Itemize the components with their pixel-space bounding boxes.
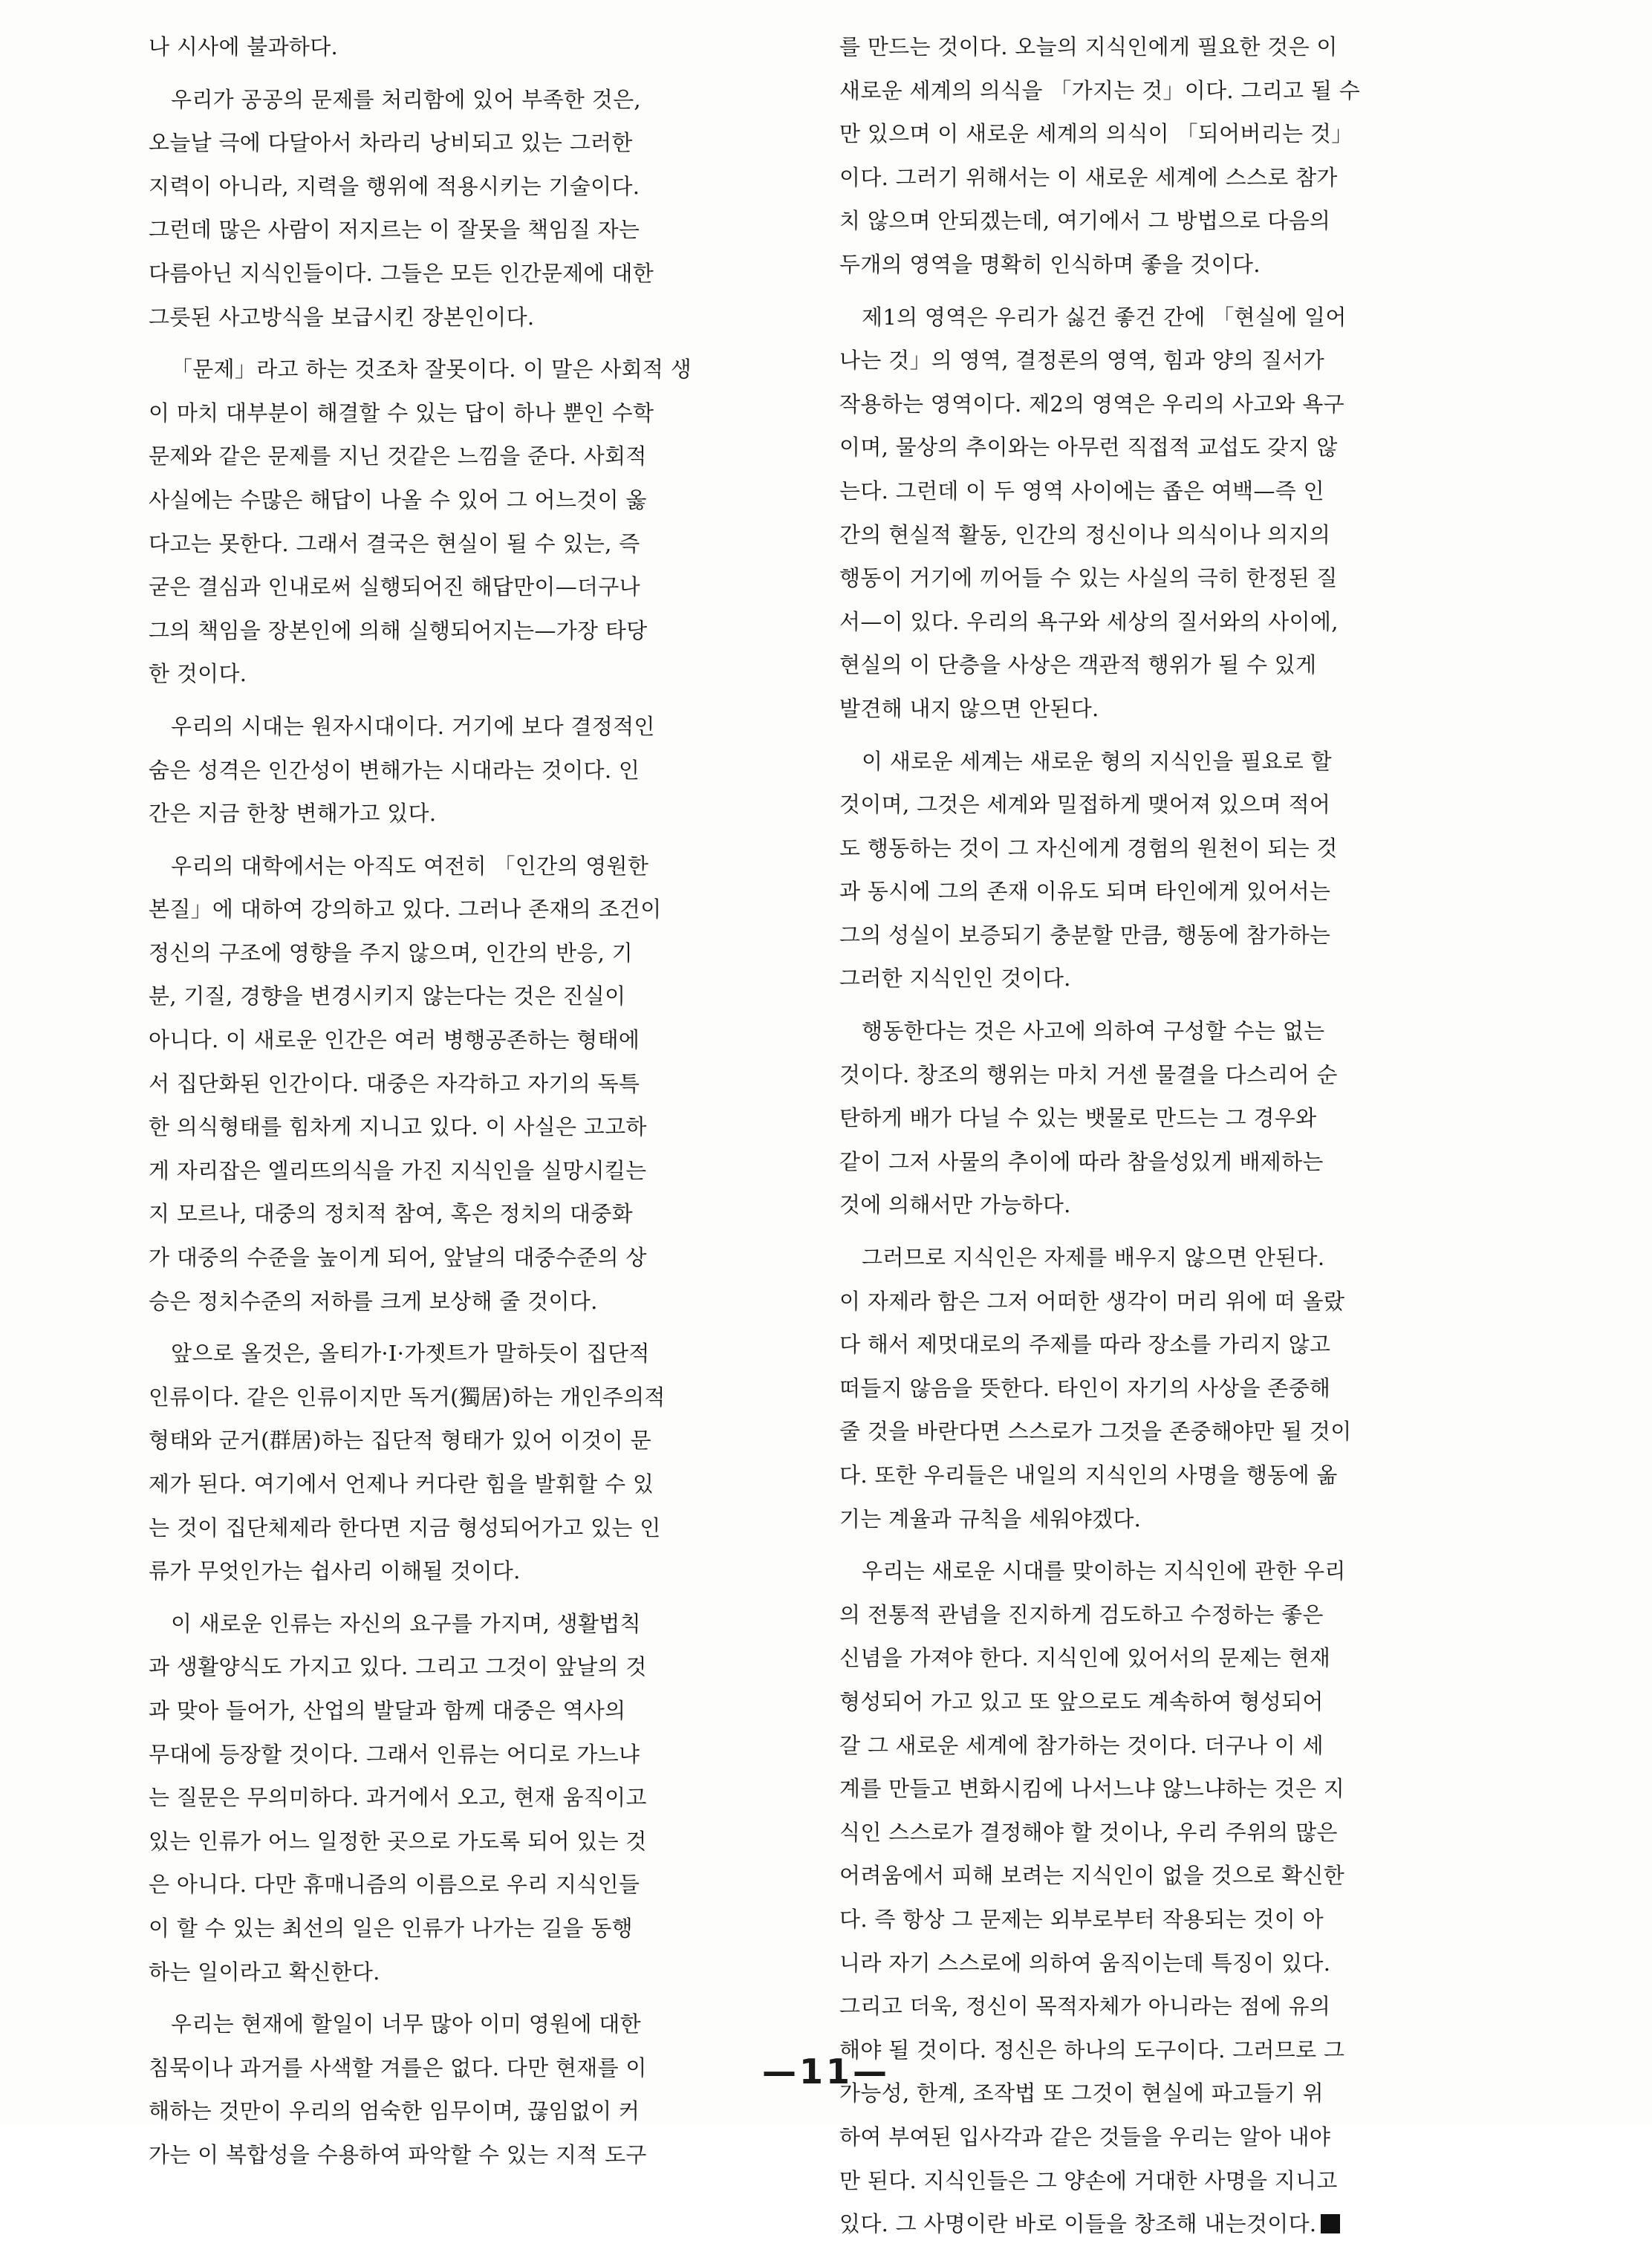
text-line: 것이다. 창조의 행위는 마치 거센 물결을 다스리어 순 <box>839 1061 1338 1087</box>
text-line: 한 것이다. <box>149 661 247 687</box>
text-line: 승은 정치수준의 저하를 크게 보상해 줄 것이다. <box>149 1288 598 1314</box>
text-line: 탄하게 배가 다닐 수 있는 뱃물로 만드는 그 경우와 <box>839 1105 1317 1131</box>
paragraph <box>839 296 1471 731</box>
paragraph <box>149 78 802 339</box>
text-line: 같이 그저 사물의 추이에 따라 참을성있게 배제하는 <box>839 1148 1324 1174</box>
text-line: 우리는 현재에 할일이 너무 많아 이미 영원에 대한 <box>171 2011 641 2037</box>
text-line: 현실의 이 단층을 사상은 객관적 행위가 될 수 있게 <box>839 652 1317 678</box>
text-line: 를 만드는 것이다. 오늘의 지식인에게 필요한 것은 이 <box>839 34 1338 59</box>
paragraph <box>149 25 802 69</box>
text-line: 문제와 같은 문제를 지닌 것같은 느낌을 준다. 사회적 <box>149 443 647 469</box>
text-line: 형태와 군거(群居)하는 집단적 형태가 있어 이것이 문 <box>149 1428 651 1454</box>
text-line: 이 자제라 함은 그저 어떠한 생각이 머리 위에 떠 올랐 <box>839 1288 1345 1314</box>
text-line: 다름아닌 지식인들이다. 그들은 모든 인간문제에 대한 <box>149 260 654 286</box>
text-line: 다. 또한 우리들은 내일의 지식인의 사명을 행동에 옮 <box>839 1462 1338 1488</box>
text-line: 나 시사에 불과하다. <box>149 34 339 59</box>
text-line: 가능성, 한계, 조작법 또 그것이 현실에 파고들기 위 <box>839 2080 1324 2106</box>
text-line: 있는 인류가 어느 일정한 곳으로 가도록 되어 있는 것 <box>149 1828 647 1854</box>
text-line: 해하는 것만이 우리의 엄숙한 임무이며, 끊임없이 커 <box>149 2098 640 2124</box>
text-line: 계를 만들고 변화시킴에 나서느냐 않느냐하는 것은 지 <box>839 1776 1345 1802</box>
text-line: 갈 그 새로운 세계에 참가하는 것이다. 더구나 이 세 <box>839 1732 1324 1758</box>
text-line: 사실에는 수많은 해답이 나올 수 있어 그 어느것이 옳 <box>149 487 647 512</box>
page-number: —11— <box>761 2051 890 2092</box>
text-line: 앞으로 올것은, 올티가·I·가젯트가 말하듯이 집단적 <box>171 1341 650 1367</box>
text-line: 새로운 세계의 의식을 「가지는 것」이다. 그리고 될 수 <box>839 77 1361 103</box>
text-line: 침묵이나 과거를 사색할 겨를은 없다. 다만 현재를 이 <box>149 2054 647 2080</box>
text-line: 줄 것을 바란다면 스스로가 그것을 존중해야만 될 것이 <box>839 1419 1352 1445</box>
text-line: 우리는 새로운 시대를 맞이하는 지식인에 관한 우리 <box>862 1558 1346 1584</box>
text-line: 오늘날 극에 다달아서 차라리 낭비되고 있는 그러한 <box>149 130 633 156</box>
text-line: 굳은 결심과 인내로써 실행되어진 해답만이—더구나 <box>149 574 640 600</box>
text-line: 우리가 공공의 문제를 처리함에 있어 부족한 것은, <box>171 86 641 112</box>
paragraph <box>839 1009 1471 1227</box>
text-line: 「문제」라고 하는 것조차 잘못이다. 이 말은 사회적 생 <box>171 357 692 383</box>
text-line: 행동한다는 것은 사고에 의하여 구성할 수는 없는 <box>862 1018 1325 1044</box>
text-line: 작용하는 영역이다. 제2의 영역은 우리의 사고와 욕구 <box>839 391 1344 417</box>
text-line: 류가 무엇인가는 쉽사리 이해될 것이다. <box>149 1558 521 1584</box>
end-mark-icon <box>1321 2214 1340 2233</box>
text-line: 다고는 못한다. 그래서 결국은 현실이 될 수 있는, 즉 <box>149 530 640 556</box>
paragraph <box>839 740 1471 1001</box>
text-line: 그런데 많은 사람이 저지르는 이 잘못을 책임질 자는 <box>149 217 640 243</box>
text-line: 서 집단화된 인간이다. 대중은 자각하고 자기의 독특 <box>149 1070 640 1096</box>
text-line: 그의 책임을 장본인에 의해 실행되어지는—가장 타당 <box>149 617 648 643</box>
text-line: 제1의 영역은 우리가 싫건 좋건 간에 「현실에 일어 <box>862 304 1347 330</box>
text-line: 하는 일이라고 확신한다. <box>149 1959 380 1985</box>
text-line: 는 것이 집단체제라 한다면 지금 형성되어가고 있는 인 <box>149 1514 661 1540</box>
text-line: 우리의 대학에서는 아직도 여전히 「인간의 영원한 <box>171 853 649 879</box>
text-line: 만 된다. 지식인들은 그 양손에 거대한 사명을 지니고 <box>839 2167 1338 2193</box>
text-line: 어려움에서 피해 보려는 지식인이 없을 것으로 확신한 <box>839 1863 1345 1889</box>
text-line: 인류이다. 같은 인류이지만 독거(獨居)하는 개인주의적 <box>149 1384 666 1410</box>
text-line: 치 않으며 안되겠는데, 여기에서 그 방법으로 다음의 <box>839 208 1331 234</box>
text-line: 의 전통적 관념을 진지하게 검도하고 수정하는 좋은 <box>839 1601 1324 1627</box>
text-line: 정신의 구조에 영향을 주지 않으며, 인간의 반응, 기 <box>149 940 633 966</box>
text-line: 식인 스스로가 결정해야 할 것이나, 우리 주위의 많은 <box>839 1819 1338 1845</box>
text-line: 는다. 그런데 이 두 영역 사이에는 좁은 여백—즉 인 <box>839 478 1324 504</box>
text-line: 두개의 영역을 명확히 인식하며 좋을 것이다. <box>839 251 1261 277</box>
text-line: 과 생활양식도 가지고 있다. 그리고 그것이 앞날의 것 <box>149 1654 647 1680</box>
text-line: 다. 즉 항상 그 문제는 외부로부터 작용되는 것이 아 <box>839 1906 1324 1932</box>
text-line: 지 모르나, 대중의 정치적 참여, 혹은 정치의 대중화 <box>149 1201 633 1227</box>
text-line: 제가 된다. 여기에서 언제나 커다란 힘을 발휘할 수 있 <box>149 1471 654 1497</box>
text-line: 발견해 내지 않으면 안된다. <box>839 695 1099 721</box>
text-line: 게 자리잡은 엘리뜨의식을 가진 지식인을 실망시킬는 <box>149 1157 647 1183</box>
text-line: 이 새로운 세계는 새로운 형의 지식인을 필요로 할 <box>862 748 1332 774</box>
text-line: 형성되어 가고 있고 또 앞으로도 계속하여 형성되어 <box>839 1688 1324 1714</box>
text-line: 하여 부여된 입사각과 같은 것들을 우리는 알아 내야 <box>839 2124 1331 2150</box>
text-line: 과 동시에 그의 존재 이유도 되며 타인에게 있어서는 <box>839 879 1331 905</box>
text-line: 만 있으며 이 새로운 세계의 의식이 「되어버리는 것」 <box>839 121 1353 147</box>
paragraph <box>839 1549 1471 2246</box>
text-line: 것이며, 그것은 세계와 밀접하게 맺어져 있으며 적어 <box>839 792 1331 818</box>
text-line: 가는 이 복합성을 수용하여 파악할 수 있는 지적 도구 <box>149 2141 647 2167</box>
text-line: 기는 계율과 규칙을 세워야겠다. <box>839 1506 1142 1532</box>
text-line: 그의 성실이 보증되기 충분할 만큼, 행동에 참가하는 <box>839 922 1331 948</box>
text-line: 본질」에 대하여 강의하고 있다. 그러나 존재의 조건이 <box>149 897 662 922</box>
paragraph <box>839 1236 1471 1540</box>
text-line: 지력이 아니라, 지력을 행위에 적용시키는 기술이다. <box>149 173 640 199</box>
text-line: 신념을 가져야 한다. 지식인에 있어서의 문제는 현재 <box>839 1645 1331 1671</box>
text-line: 그릇된 사고방식을 보급시킨 장본인이다. <box>149 304 535 330</box>
paragraph <box>839 25 1471 287</box>
text-line: 것에 의해서만 가능하다. <box>839 1192 1071 1218</box>
text-line: 그리고 더욱, 정신이 목적자체가 아니라는 점에 유의 <box>839 1994 1331 2020</box>
text-line: 아니다. 이 새로운 인간은 여러 병행공존하는 형태에 <box>149 1027 640 1053</box>
paragraph <box>149 1332 802 1593</box>
text-line: 이 할 수 있는 최선의 일은 인류가 나가는 길을 동행 <box>149 1915 633 1941</box>
text-line: 분, 기질, 경향을 변경시키지 않는다는 것은 진실이 <box>149 983 626 1009</box>
paragraph <box>149 705 802 836</box>
text-line: 이며, 물상의 추이와는 아무런 직접적 교섭도 갖지 않 <box>839 435 1338 461</box>
text-line: 서—이 있다. 우리의 욕구와 세상의 질서와의 사이에, <box>839 608 1339 634</box>
text-line: 간의 현실적 활동, 인간의 정신이나 의식이나 의지의 <box>839 521 1331 547</box>
text-line: 행동이 거기에 끼어들 수 있는 사실의 극히 한정된 질 <box>839 565 1338 591</box>
text-line: 무대에 등장할 것이다. 그래서 인류는 어디로 가느냐 <box>149 1741 640 1767</box>
text-line: 있다. 그 사명이란 바로 이들을 창조해 내는것이다. <box>839 2202 1471 2246</box>
text-line: 이다. 그러기 위해서는 이 새로운 세계에 스스로 참가 <box>839 164 1338 190</box>
paragraph <box>149 845 802 1324</box>
text-line: 그러한 지식인인 것이다. <box>839 966 1071 992</box>
text-line: 과 맞아 들어가, 산업의 발달과 함께 대중은 역사의 <box>149 1697 626 1723</box>
text-line: 는 질문은 무의미하다. 과거에서 오고, 현재 움직이고 <box>149 1785 647 1811</box>
text-line: 떠들지 않음을 뜻한다. 타인이 자기의 사상을 존중해 <box>839 1375 1331 1401</box>
text-line: 가 대중의 수준을 높이게 되어, 앞날의 대중수준의 상 <box>149 1245 647 1271</box>
text-line: 숨은 성격은 인간성이 변해가는 시대라는 것이다. 인 <box>149 757 640 783</box>
text-line: 다 해서 제멋대로의 주제를 따라 장소를 가리지 않고 <box>839 1332 1331 1358</box>
text-line: 도 행동하는 것이 그 자신에게 경험의 원천이 되는 것 <box>839 835 1338 861</box>
text-line: 은 아니다. 다만 휴매니즘의 이름으로 우리 지식인들 <box>149 1872 640 1898</box>
right-column <box>839 25 1471 2255</box>
left-column <box>149 25 802 2186</box>
text-line: 니라 자기 스스로에 의하여 움직이는데 특징이 있다. <box>839 1950 1331 1976</box>
text-line: 간은 지금 한창 변해가고 있다. <box>149 801 437 827</box>
paragraph <box>149 1602 802 1994</box>
text-line: 한 의식형태를 힘차게 지니고 있다. 이 사실은 고고하 <box>149 1114 647 1140</box>
text-line: 이 새로운 인류는 자신의 요구를 가지며, 생활법칙 <box>171 1610 641 1636</box>
text-line: 우리의 시대는 원자시대이다. 거기에 보다 결정적인 <box>171 713 655 739</box>
text-line: 해야 될 것이다. 정신은 하나의 도구이다. 그러므로 그 <box>839 2037 1345 2063</box>
text-line: 나는 것」의 영역, 결정론의 영역, 힘과 양의 질서가 <box>839 348 1324 374</box>
text-line: 이 마치 대부분이 해결할 수 있는 답이 하나 뿐인 수학 <box>149 400 654 426</box>
text-line: 그러므로 지식인은 자제를 배우지 않으면 안된다. <box>862 1245 1325 1271</box>
paragraph <box>149 348 802 696</box>
